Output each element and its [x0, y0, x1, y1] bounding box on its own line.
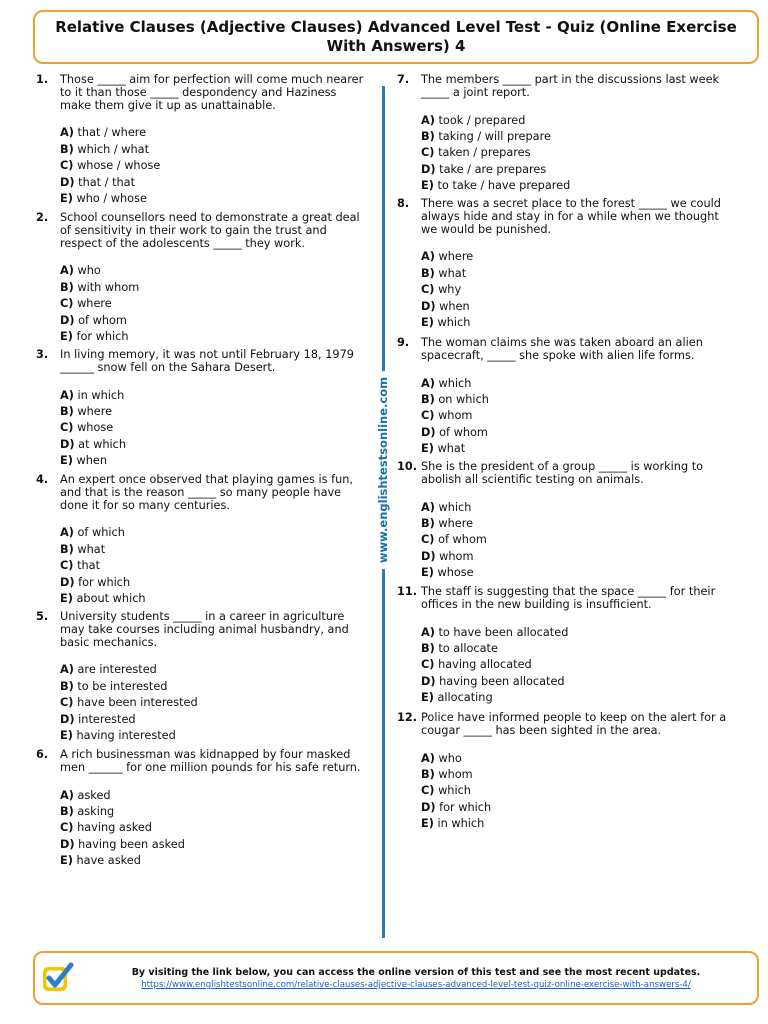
option-text: having allocated [438, 658, 532, 672]
option-text: which [438, 376, 472, 390]
answer-option[interactable] [421, 392, 737, 408]
option-letter: A) [421, 376, 435, 390]
answer-option[interactable] [60, 280, 366, 296]
option-letter: A) [60, 264, 74, 278]
question-8 [397, 198, 737, 331]
option-text: what [77, 542, 106, 556]
option-letter: C) [60, 421, 74, 435]
answer-option[interactable] [421, 641, 737, 657]
option-text: with whom [77, 280, 140, 294]
option-text: on which [438, 393, 489, 406]
option-text: where [438, 250, 474, 264]
option-text: took / prepared [438, 113, 526, 127]
answer-option[interactable] [421, 425, 737, 441]
answer-options [60, 388, 366, 470]
option-letter: D) [421, 674, 436, 688]
option-text: allocating [437, 691, 493, 705]
option-text: what [438, 266, 467, 280]
option-letter: A) [421, 500, 435, 514]
option-text: asking [77, 805, 115, 818]
answer-options [60, 525, 366, 607]
answer-option[interactable] [421, 266, 737, 282]
answer-options [60, 125, 366, 207]
question-number: 2. [36, 211, 49, 224]
option-letter: C) [60, 159, 74, 173]
question-7 [397, 74, 737, 195]
answer-option[interactable] [60, 388, 366, 404]
answer-option[interactable] [60, 837, 366, 853]
option-text: taken / prepares [438, 146, 531, 160]
option-letter: E) [421, 316, 434, 330]
question-text: The staff is suggesting that the space _____ for their offices in the new building is insufficient. [421, 585, 716, 611]
answer-option[interactable] [421, 657, 737, 673]
option-letter: D) [60, 712, 75, 726]
option-text: of whom [78, 313, 127, 327]
answer-option[interactable] [421, 376, 737, 392]
option-text: at which [78, 437, 126, 451]
question-text: Police have informed people to keep on the alert for a cougar _____ has been sighted in the area. [421, 711, 727, 737]
question-number: 3. [36, 348, 49, 361]
answer-option[interactable] [60, 542, 366, 558]
option-letter: A) [60, 663, 74, 677]
option-text: where [77, 405, 113, 418]
option-text: when [439, 299, 470, 313]
option-letter: B) [60, 805, 74, 818]
option-letter: B) [60, 405, 74, 418]
question-text: There was a secret place to the forest _____ we could always hide and stay in for a while when we thought we would be punished. [421, 197, 721, 236]
option-text: where [438, 517, 474, 530]
option-letter: B) [421, 393, 435, 406]
option-letter: C) [60, 559, 74, 573]
option-letter: B) [60, 679, 74, 693]
option-text: for which [439, 800, 492, 814]
question-number: 4. [36, 473, 49, 486]
question-1 [36, 74, 366, 207]
answer-option[interactable] [60, 591, 366, 607]
answer-option[interactable] [421, 816, 737, 832]
title-box [33, 10, 759, 64]
option-letter: E) [60, 854, 73, 868]
option-letter: D) [421, 549, 436, 563]
option-letter: D) [421, 800, 436, 814]
option-text: for which [78, 575, 131, 589]
answer-option[interactable] [60, 679, 366, 695]
question-text: The woman claims she was taken aboard an alien spacecraft, _____ she spoke with alien life forms. [421, 336, 703, 362]
option-letter: C) [421, 409, 435, 423]
option-text: where [77, 297, 112, 311]
answer-option[interactable] [421, 441, 737, 457]
footer-text [85, 966, 747, 992]
answer-option[interactable] [421, 549, 737, 565]
option-letter: E) [421, 817, 434, 831]
option-text: that [77, 559, 101, 573]
option-letter: B) [421, 517, 435, 530]
question-2 [36, 212, 366, 345]
answer-option[interactable] [421, 178, 737, 194]
option-letter: A) [421, 250, 435, 264]
answer-option[interactable] [60, 853, 366, 869]
option-letter: C) [60, 696, 74, 710]
answer-option[interactable] [421, 783, 737, 799]
option-text: to allocate [438, 642, 498, 655]
option-text: to have been allocated [438, 625, 569, 639]
option-text: whose [437, 566, 474, 580]
option-letter: A) [421, 113, 435, 127]
answer-options [60, 788, 366, 870]
option-text: who [438, 751, 462, 765]
option-letter: A) [60, 126, 74, 140]
answer-option[interactable] [421, 690, 737, 706]
answer-option[interactable] [60, 263, 366, 279]
option-letter: D) [60, 437, 75, 451]
option-letter: C) [60, 821, 74, 835]
option-letter: C) [421, 283, 435, 297]
option-letter: A) [421, 625, 435, 639]
option-text: whom [438, 768, 473, 781]
option-text: which [438, 784, 471, 798]
answer-option[interactable] [60, 142, 366, 158]
answer-option[interactable] [60, 662, 366, 678]
answer-options [421, 376, 737, 458]
option-letter: E) [60, 330, 73, 344]
question-text: University students _____ in a career in agriculture may take courses including animal husbandry, and basic mechanics. [60, 610, 349, 649]
option-letter: B) [421, 642, 435, 655]
option-letter: C) [421, 784, 435, 798]
option-text: of whom [439, 425, 488, 439]
option-letter: B) [60, 142, 74, 156]
question-number: 5. [36, 610, 49, 623]
question-number: 12. [397, 711, 418, 724]
side-url: www.englishtestsonline.com [376, 371, 390, 569]
option-text: which [438, 500, 472, 514]
option-text: which [437, 316, 471, 330]
answer-option[interactable] [421, 674, 737, 690]
option-letter: E) [60, 592, 73, 606]
answer-option[interactable] [60, 420, 366, 436]
option-letter: D) [60, 175, 75, 189]
answer-option[interactable] [60, 525, 366, 541]
answer-options [60, 263, 366, 345]
option-text: to take / have prepared [437, 179, 571, 193]
option-letter: A) [421, 751, 435, 765]
answer-option[interactable] [421, 800, 737, 816]
question-text: A rich businessman was kidnapped by four masked men ______ for one million pounds for his safe return. [60, 748, 361, 774]
question-text: School counsellors need to demonstrate a great deal of sensitivity in their work to gain the trust and respect of the adolescents _____ they work. [60, 211, 360, 250]
question-9 [397, 337, 737, 458]
option-text: in which [437, 817, 485, 831]
answer-option[interactable] [421, 162, 737, 178]
option-text: interested [78, 712, 136, 726]
option-text: whom [439, 549, 474, 563]
option-letter: C) [421, 658, 435, 672]
answer-option[interactable] [60, 125, 366, 141]
option-letter: E) [60, 454, 73, 468]
footer-link[interactable]: https://www.englishtestsonline.com/relative-clauses-adjective-clauses-advanced-level-test-quiz-online-exercise-with-answers-4/ [141, 980, 691, 990]
option-text: who [77, 264, 101, 278]
option-letter: E) [421, 179, 434, 193]
option-text: having asked [77, 821, 152, 835]
answer-option[interactable] [60, 329, 366, 345]
question-text: The members _____ part in the discussions last week _____ a joint report. [421, 73, 720, 99]
option-text: of whom [438, 533, 487, 547]
answer-option[interactable] [421, 282, 737, 298]
option-letter: C) [60, 297, 74, 311]
option-letter: B) [421, 768, 435, 781]
question-6 [36, 749, 366, 870]
option-text: whose [77, 421, 114, 435]
answer-option[interactable] [421, 565, 737, 581]
option-letter: E) [421, 566, 434, 580]
answer-option[interactable] [421, 145, 737, 161]
answer-option[interactable] [421, 751, 737, 767]
option-text: asked [77, 788, 111, 802]
answer-option[interactable] [60, 404, 366, 420]
option-letter: A) [60, 526, 74, 540]
option-text: why [438, 283, 462, 297]
option-text: having been allocated [439, 674, 565, 688]
option-letter: D) [60, 575, 75, 589]
option-letter: A) [60, 788, 74, 802]
option-text: take / are prepares [439, 162, 547, 176]
footer-box [33, 951, 759, 1005]
option-text: what [437, 442, 466, 456]
answer-option[interactable] [421, 113, 737, 129]
answer-option[interactable] [60, 728, 366, 744]
question-text: In living memory, it was not until February 18, 1979 ______ snow fell on the Sahara Desert. [60, 348, 354, 374]
option-letter: E) [60, 192, 73, 206]
question-number: 7. [397, 73, 410, 86]
answer-option[interactable] [60, 437, 366, 453]
question-number: 6. [36, 748, 49, 761]
question-number: 9. [397, 336, 410, 349]
answer-options [60, 662, 366, 744]
option-letter: E) [421, 442, 434, 456]
page-title: Relative Clauses (Adjective Clauses) Advanced Level Test - Quiz (Online Exercise With Answers) 4 [55, 18, 737, 55]
option-text: are interested [77, 663, 157, 677]
question-text: An expert once observed that playing games is fun, and that is the reason _____ so many people have done it for so many centuries. [60, 473, 354, 512]
option-text: having been asked [78, 837, 185, 851]
answer-option[interactable] [60, 453, 366, 469]
option-letter: A) [60, 388, 74, 402]
footer-message: By visiting the link below, you can access the online version of this test and see the most recent updates. [131, 967, 701, 978]
answer-options [421, 751, 737, 833]
option-text: to be interested [77, 679, 168, 693]
answer-option[interactable] [421, 532, 737, 548]
option-text: of which [77, 526, 125, 540]
option-text: have asked [76, 854, 141, 868]
answer-option[interactable] [60, 558, 366, 574]
answer-option[interactable] [60, 695, 366, 711]
option-letter: E) [421, 691, 434, 705]
question-number: 10. [397, 460, 418, 473]
option-text: have been interested [77, 696, 198, 710]
answer-option[interactable] [421, 315, 737, 331]
answer-option[interactable] [60, 820, 366, 836]
option-letter: B) [421, 130, 435, 143]
option-text: that / that [78, 175, 136, 189]
option-text: whose / whose [77, 159, 161, 173]
question-number: 1. [36, 73, 49, 86]
option-text: taking / will prepare [438, 130, 551, 143]
option-text: that / where [77, 126, 147, 140]
option-letter: B) [60, 542, 74, 556]
answer-option[interactable] [60, 712, 366, 728]
answer-option[interactable] [421, 129, 737, 145]
question-5 [36, 611, 366, 744]
answer-option[interactable] [60, 804, 366, 820]
option-letter: D) [60, 837, 75, 851]
question-10 [397, 461, 737, 582]
answer-option[interactable] [60, 296, 366, 312]
option-letter: D) [421, 299, 436, 313]
question-11 [397, 586, 737, 707]
answer-option[interactable] [60, 575, 366, 591]
option-text: who / whose [76, 192, 147, 206]
question-12 [397, 712, 737, 833]
question-3 [36, 349, 366, 470]
option-text: whom [438, 409, 473, 423]
question-4 [36, 474, 366, 607]
checkbox-check-icon [41, 961, 75, 995]
option-letter: D) [60, 313, 75, 327]
question-number: 8. [397, 197, 410, 210]
option-text: when [76, 454, 107, 468]
option-letter: B) [421, 266, 435, 280]
answer-option[interactable] [60, 175, 366, 191]
question-text: She is the president of a group _____ is working to abolish all scientific testing on animals. [421, 460, 704, 486]
answer-option[interactable] [421, 767, 737, 783]
answer-option[interactable] [421, 299, 737, 315]
answer-option[interactable] [421, 408, 737, 424]
option-letter: D) [421, 425, 436, 439]
answer-options [421, 113, 737, 195]
answer-option[interactable] [421, 500, 737, 516]
answer-options [421, 500, 737, 582]
option-letter: E) [60, 729, 73, 743]
option-text: about which [76, 592, 146, 606]
option-letter: D) [421, 162, 436, 176]
answer-option[interactable] [421, 625, 737, 641]
answer-options [421, 249, 737, 331]
answer-option[interactable] [60, 191, 366, 207]
option-text: in which [77, 388, 125, 402]
answer-option[interactable] [60, 313, 366, 329]
answer-options [421, 625, 737, 707]
option-text: which / what [77, 142, 150, 156]
option-letter: B) [60, 280, 74, 294]
option-letter: C) [421, 146, 435, 160]
option-letter: C) [421, 533, 435, 547]
option-text: having interested [76, 729, 176, 743]
question-number: 11. [397, 585, 418, 598]
answer-option[interactable] [421, 516, 737, 532]
question-text: Those _____ aim for perfection will come much nearer to it than those _____ despondency and Haziness make them give it up as unattainable. [60, 73, 364, 112]
answer-option[interactable] [60, 788, 366, 804]
answer-option[interactable] [60, 158, 366, 174]
answer-option[interactable] [421, 249, 737, 265]
option-text: for which [76, 330, 129, 344]
